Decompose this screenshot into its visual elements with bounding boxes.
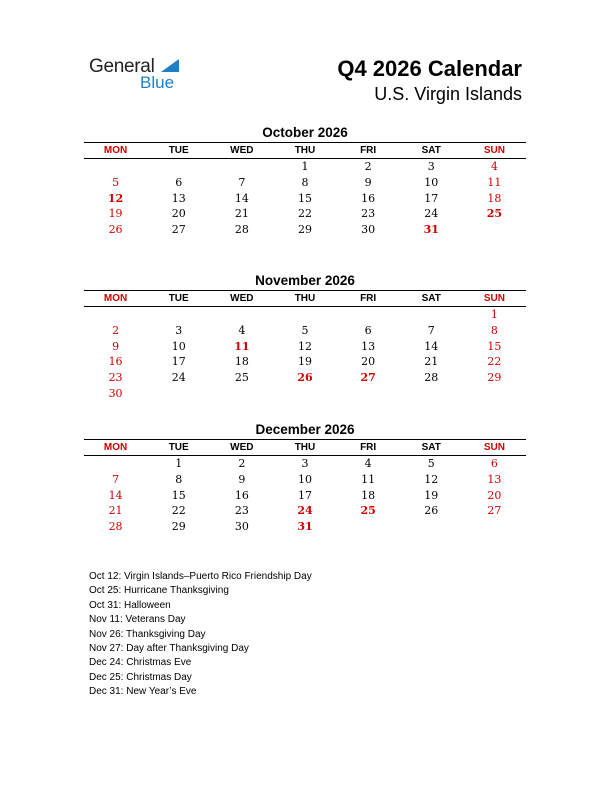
week-row — [84, 354, 526, 370]
day-cell: 30 — [108, 386, 123, 400]
weekday-sun: SUN — [483, 293, 505, 304]
weekday-sat: SAT — [421, 145, 441, 156]
empty-cell — [463, 222, 526, 238]
day-cell: 17 — [424, 191, 439, 205]
day-cell: 15 — [487, 339, 502, 353]
day-cell: 18 — [361, 488, 376, 502]
day-cell: 6 — [364, 323, 372, 337]
day-cell: 4 — [490, 160, 498, 173]
day-cell: 5 — [301, 323, 309, 337]
weekday-fri: FRI — [360, 145, 377, 156]
weekday-header — [84, 290, 526, 307]
weekday-wed: WED — [230, 293, 254, 304]
day-cell: 13 — [171, 191, 186, 205]
day-cell: 16 — [234, 488, 249, 502]
month-november — [84, 272, 526, 402]
day-cell: 31 — [297, 520, 313, 534]
day-cell: 25 — [360, 504, 376, 518]
empty-cell — [400, 519, 463, 535]
weekday-sat: SAT — [421, 293, 441, 304]
empty-cell — [147, 307, 210, 323]
day-cell: 29 — [487, 371, 502, 385]
weekday-header — [84, 142, 526, 159]
day-cell: 3 — [301, 457, 309, 470]
day-cell: 6 — [175, 175, 183, 189]
day-cell: 31 — [423, 223, 439, 237]
day-cell: 21 — [108, 504, 123, 518]
day-cell: 29 — [171, 520, 186, 534]
weekday-sun: SUN — [483, 442, 505, 453]
day-cell: 10 — [424, 175, 439, 189]
empty-cell — [84, 159, 147, 175]
weekday-header — [84, 439, 526, 456]
day-cell: 1 — [490, 308, 498, 321]
empty-cell — [147, 159, 210, 175]
day-cell: 22 — [171, 504, 186, 518]
day-cell: 29 — [297, 223, 312, 237]
day-cell: 7 — [427, 323, 435, 337]
day-cell: 11 — [234, 339, 250, 353]
day-cell: 20 — [361, 355, 376, 369]
holiday-item: Dec 31: New Year’s Eve — [89, 686, 197, 698]
weekday-sat: SAT — [421, 442, 441, 453]
day-cell: 11 — [487, 175, 502, 189]
day-cell: 28 — [234, 223, 249, 237]
weekday-mon: MON — [103, 442, 128, 453]
day-cell: 18 — [234, 355, 249, 369]
holiday-list — [89, 570, 312, 700]
weekday-mon: MON — [103, 293, 128, 304]
day-cell: 21 — [424, 355, 439, 369]
week-row — [84, 307, 526, 323]
day-cell: 28 — [424, 371, 439, 385]
empty-cell — [337, 307, 400, 323]
week-row — [84, 503, 526, 519]
day-cell: 2 — [364, 160, 372, 173]
empty-cell — [337, 386, 400, 402]
week-row — [84, 222, 526, 238]
day-cell: 9 — [112, 339, 120, 353]
day-cell: 25 — [234, 371, 249, 385]
day-cell: 4 — [238, 323, 246, 337]
day-cell: 9 — [364, 175, 372, 189]
day-cell: 23 — [108, 371, 123, 385]
weekday-thu: THU — [294, 293, 316, 304]
day-cell: 26 — [108, 223, 123, 237]
holiday-item: Oct 12: Virgin Islands–Puerto Rico Friendship Day — [89, 571, 312, 582]
day-cell: 5 — [427, 457, 435, 470]
day-cell: 19 — [424, 488, 439, 502]
logo-blue-text: Blue — [140, 73, 175, 92]
day-cell: 19 — [297, 355, 312, 369]
empty-cell — [273, 386, 336, 402]
day-cell: 7 — [238, 175, 246, 189]
week-row — [84, 456, 526, 472]
weekday-fri: FRI — [360, 293, 377, 304]
day-cell: 22 — [487, 355, 502, 369]
day-cell: 3 — [175, 323, 183, 337]
day-cell: 17 — [297, 488, 312, 502]
day-cell: 18 — [487, 191, 502, 205]
month-december — [84, 421, 526, 535]
day-cell: 13 — [487, 472, 502, 486]
holiday-item: Nov 26: Thanksgiving Day — [89, 628, 206, 640]
week-row — [84, 206, 526, 222]
day-cell: 1 — [301, 160, 309, 173]
day-cell: 12 — [424, 472, 439, 486]
empty-cell — [400, 386, 463, 402]
day-cell: 15 — [297, 191, 312, 205]
holiday-item: Nov 27: Day after Thanksgiving Day — [89, 643, 249, 655]
day-cell: 1 — [175, 457, 183, 470]
day-cell: 5 — [112, 175, 120, 189]
empty-cell — [463, 386, 526, 402]
day-cell: 13 — [361, 339, 376, 353]
weekday-thu: THU — [294, 442, 316, 453]
weekday-thu: THU — [294, 145, 316, 156]
day-cell: 23 — [361, 207, 376, 221]
day-cell: 26 — [297, 371, 313, 385]
weekday-sun: SUN — [483, 145, 505, 156]
month-title: October 2026 — [262, 125, 348, 140]
week-row — [84, 472, 526, 488]
day-cell: 4 — [364, 457, 372, 470]
weekday-fri: FRI — [360, 442, 377, 453]
day-cell: 25 — [486, 207, 503, 221]
weekday-tue: TUE — [168, 442, 189, 453]
holiday-item: Dec 24: Christmas Eve — [89, 657, 192, 669]
day-cell: 8 — [175, 472, 183, 486]
week-row — [84, 370, 526, 386]
week-row — [84, 519, 526, 535]
empty-cell — [84, 307, 147, 323]
week-row — [84, 339, 526, 355]
weekday-wed: WED — [230, 442, 254, 453]
logo-general-text: General — [89, 56, 155, 77]
day-cell: 9 — [238, 472, 246, 486]
page-title: Q4 2026 Calendar — [337, 56, 522, 81]
weekday-tue: TUE — [168, 293, 189, 304]
day-cell: 12 — [107, 191, 124, 205]
week-row — [84, 488, 526, 504]
day-cell: 20 — [171, 207, 186, 221]
day-cell: 24 — [424, 207, 439, 221]
day-cell: 16 — [108, 355, 123, 369]
day-cell: 30 — [361, 223, 376, 237]
day-cell: 26 — [424, 504, 439, 518]
day-cell: 19 — [108, 207, 123, 221]
empty-cell — [147, 386, 210, 402]
empty-cell — [273, 307, 336, 323]
day-cell: 16 — [361, 191, 376, 205]
day-cell: 15 — [171, 488, 186, 502]
holiday-item: Nov 11: Veterans Day — [89, 614, 186, 626]
day-cell: 14 — [234, 191, 249, 205]
empty-cell — [400, 307, 463, 323]
empty-cell — [463, 519, 526, 535]
week-row — [84, 191, 526, 207]
day-cell: 17 — [171, 355, 186, 369]
logo-triangle-icon — [161, 59, 179, 72]
day-cell: 27 — [360, 371, 376, 385]
day-cell: 3 — [427, 160, 435, 173]
weekday-tue: TUE — [168, 145, 189, 156]
brand-logo — [89, 56, 199, 96]
day-cell: 2 — [238, 457, 246, 470]
day-cell: 28 — [108, 520, 123, 534]
month-title: December 2026 — [255, 422, 355, 437]
day-cell: 8 — [490, 323, 498, 337]
day-cell: 24 — [171, 371, 186, 385]
day-cell: 10 — [297, 472, 312, 486]
empty-cell — [210, 307, 273, 323]
day-cell: 12 — [297, 339, 312, 353]
day-cell: 27 — [487, 504, 502, 518]
week-row — [84, 175, 526, 191]
week-row — [84, 159, 526, 175]
day-cell: 24 — [297, 504, 313, 518]
day-cell: 11 — [361, 472, 376, 486]
day-cell: 22 — [297, 207, 312, 221]
day-cell: 10 — [171, 339, 186, 353]
weekday-mon: MON — [103, 145, 128, 156]
day-cell: 20 — [487, 488, 502, 502]
page-subtitle: U.S. Virgin Islands — [374, 84, 522, 104]
day-cell: 23 — [234, 504, 249, 518]
holiday-item: Oct 31: Halloween — [89, 599, 171, 611]
day-cell: 7 — [112, 472, 120, 486]
week-row — [84, 323, 526, 339]
week-row — [84, 386, 526, 402]
day-cell: 14 — [108, 488, 123, 502]
weekday-wed: WED — [230, 145, 254, 156]
day-cell: 8 — [301, 175, 309, 189]
month-title: November 2026 — [255, 273, 355, 288]
empty-cell — [84, 456, 147, 472]
day-cell: 14 — [424, 339, 439, 353]
month-october — [84, 124, 526, 238]
empty-cell — [210, 159, 273, 175]
day-cell: 21 — [234, 207, 249, 221]
holiday-item: Dec 25: Christmas Day — [89, 671, 192, 683]
day-cell: 2 — [112, 323, 120, 337]
day-cell: 30 — [234, 520, 249, 534]
empty-cell — [210, 386, 273, 402]
holiday-item: Oct 25: Hurricane Thanksgiving — [89, 585, 229, 597]
day-cell: 6 — [490, 457, 498, 470]
day-cell: 27 — [171, 223, 186, 237]
empty-cell — [337, 519, 400, 535]
